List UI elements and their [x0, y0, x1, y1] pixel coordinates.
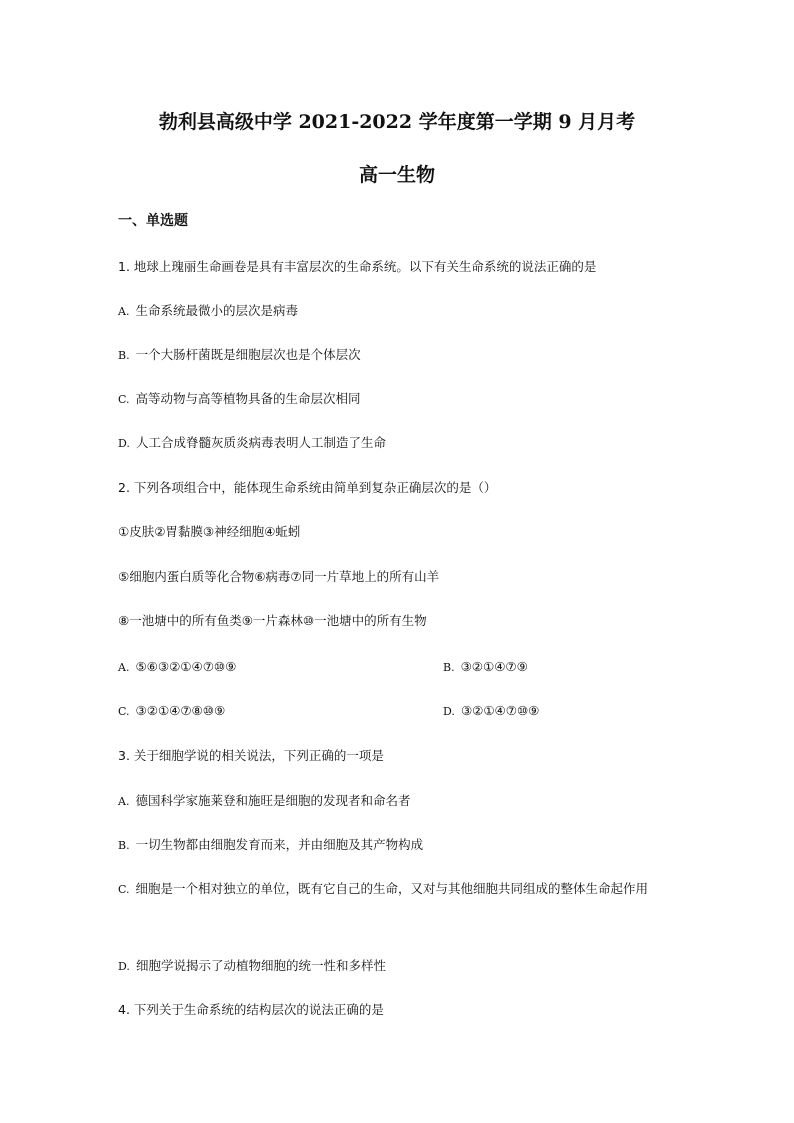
option-text: ⑤⑥③②①④⑦⑩⑨	[135, 659, 237, 674]
option-text: ③②①④⑦⑧⑩⑨	[135, 703, 226, 718]
question-2-option-c	[118, 703, 225, 720]
question-4-stem: 4. 下列关于生命系统的结构层次的说法正确的是	[118, 1002, 384, 1017]
option-text: 一个大肠杆菌既是细胞层次也是个体层次	[135, 347, 361, 362]
option-letter: A.	[118, 305, 130, 318]
question-2-option-a	[118, 659, 236, 676]
option-letter: A.	[118, 795, 130, 808]
option-text: 德国科学家施莱登和施旺是细胞的发现者和命名者	[135, 793, 411, 808]
option-letter: B.	[443, 661, 455, 674]
question-1-option-b	[118, 347, 361, 364]
option-text: 细胞是一个相对独立的单位，既有它自己的生命，又对与其他细胞共同组成的整体生命起作用	[135, 881, 649, 896]
question-2-option-d	[443, 703, 539, 720]
question-3-option-a	[118, 793, 410, 810]
question-1-option-c	[118, 391, 361, 408]
exam-title: 勃利县高级中学 2021-2022 学年度第一学期 9 月月考	[158, 111, 636, 133]
option-letter: B.	[118, 349, 130, 362]
option-letter: A.	[118, 661, 130, 674]
question-3-option-d	[118, 958, 386, 975]
question-2-items-2: ⑤细胞内蛋白质等化合物⑥病毒⑦同一片草地上的所有山羊	[118, 569, 440, 584]
question-3-option-c	[118, 873, 678, 905]
question-2-stem: 2. 下列各项组合中，能体现生命系统由简单到复杂正确层次的是（）	[118, 480, 497, 495]
question-1-stem: 1. 地球上瑰丽生命画卷是具有丰富层次的生命系统。以下有关生命系统的说法正确的是	[118, 259, 597, 274]
option-text: 细胞学说揭示了动植物细胞的统一性和多样性	[135, 958, 386, 973]
option-text: 生命系统最微小的层次是病毒	[135, 303, 298, 318]
option-text: 高等动物与高等植物具备的生命层次相同	[135, 391, 361, 406]
option-text: 人工合成脊髓灰质炎病毒表明人工制造了生命	[135, 435, 386, 450]
section-heading: 一、单选题	[118, 213, 188, 229]
option-letter: B.	[118, 839, 130, 852]
question-1-option-d	[118, 435, 386, 452]
question-2-items-1: ①皮肤②胃黏膜③神经细胞④蚯蚓	[118, 524, 301, 539]
question-2-option-b	[443, 659, 528, 676]
question-3-stem: 3. 关于细胞学说的相关说法，下列正确的一项是	[118, 748, 384, 763]
question-1-option-a	[118, 303, 298, 320]
subject-title: 高一生物	[358, 164, 435, 186]
option-letter: C.	[118, 705, 130, 718]
option-text: 一切生物都由细胞发育而来，并由细胞及其产物构成	[135, 837, 424, 852]
option-text: ③②①④⑦⑨	[460, 659, 528, 674]
question-2-items-3: ⑧一池塘中的所有鱼类⑨一片森林⑩一池塘中的所有生物	[118, 613, 427, 628]
option-letter: C.	[118, 883, 130, 896]
option-letter: D.	[443, 705, 455, 718]
option-letter: D.	[118, 437, 130, 450]
option-letter: D.	[118, 960, 130, 973]
option-letter: C.	[118, 393, 130, 406]
question-3-option-b	[118, 837, 423, 854]
option-text: ③②①④⑦⑩⑨	[460, 703, 540, 718]
